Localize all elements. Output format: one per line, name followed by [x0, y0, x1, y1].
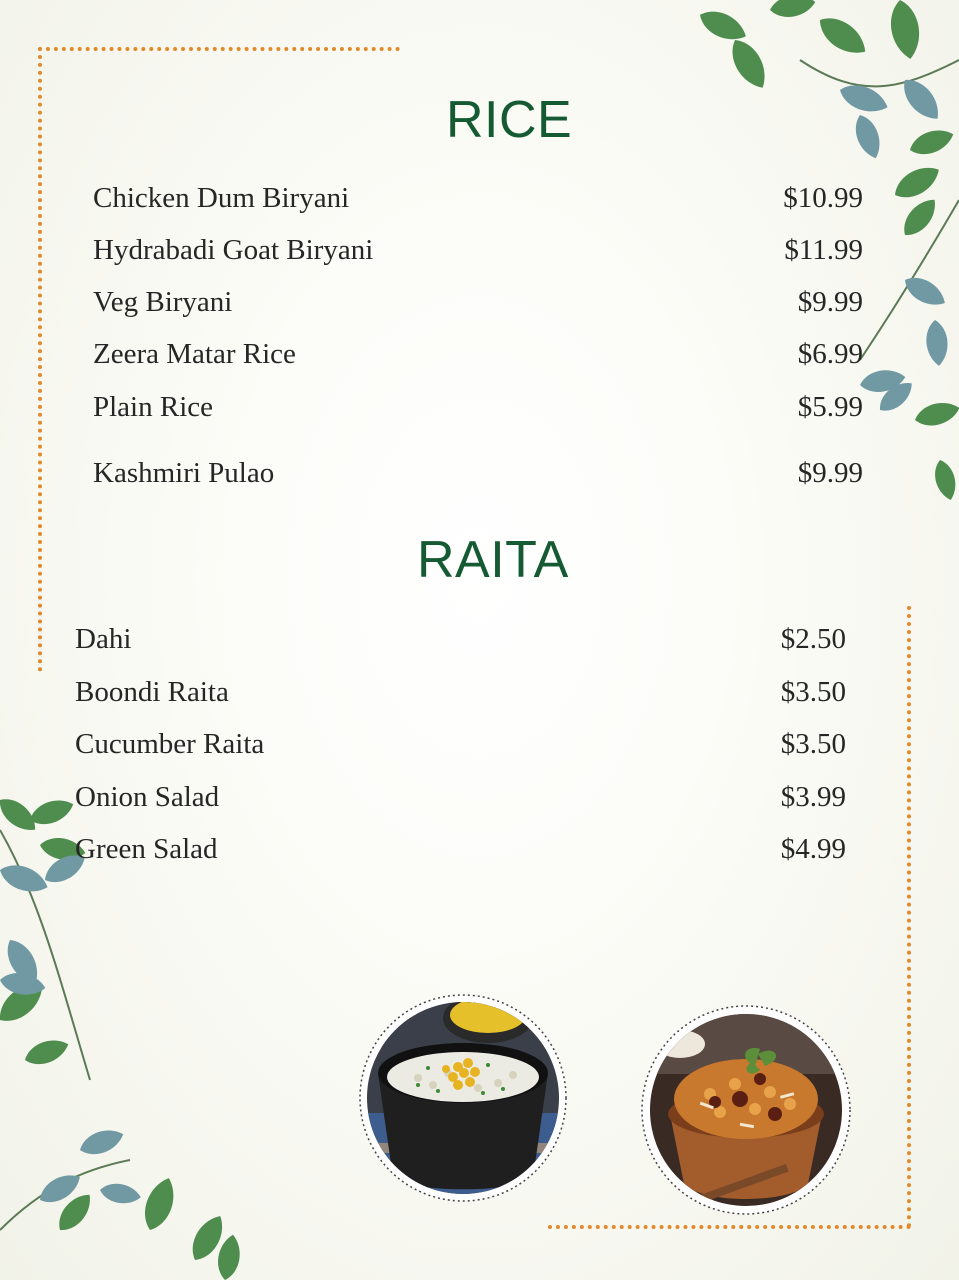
item-price: $6.99 [797, 338, 863, 370]
item-name: Veg Biryani [93, 286, 233, 318]
raita-section-title: RAITA [417, 531, 569, 589]
menu-item [75, 676, 846, 716]
menu-item [75, 623, 846, 663]
item-price: $2.50 [780, 623, 846, 655]
item-name: Onion Salad [75, 781, 220, 813]
menu-item [93, 338, 863, 378]
item-name: Plain Rice [93, 391, 214, 423]
item-price: $3.50 [780, 676, 846, 708]
menu-item [93, 182, 863, 222]
frame-top-border [38, 47, 400, 51]
raita-bowl-photo [358, 993, 568, 1203]
rice-section-title: RICE [446, 91, 573, 149]
item-price: $5.99 [797, 391, 863, 423]
item-price: $3.50 [780, 728, 846, 760]
biryani-bowl-photo [640, 1004, 852, 1216]
item-price: $9.99 [797, 286, 863, 318]
item-price: $11.99 [784, 234, 863, 266]
item-price: $10.99 [783, 182, 863, 214]
item-name: Cucumber Raita [75, 728, 265, 760]
item-name: Boondi Raita [75, 676, 229, 708]
item-price: $3.99 [780, 781, 846, 813]
item-name: Green Salad [75, 833, 218, 865]
item-name: Kashmiri Pulao [93, 457, 275, 489]
item-name: Zeera Matar Rice [93, 338, 296, 370]
item-name: Dahi [75, 623, 132, 655]
menu-item [93, 286, 863, 326]
frame-left-border [38, 47, 42, 672]
menu-item [75, 833, 846, 873]
frame-bottom-border [548, 1225, 911, 1229]
item-price: $9.99 [797, 457, 863, 489]
item-name: Chicken Dum Biryani [93, 182, 350, 214]
frame-right-border [907, 606, 911, 1228]
menu-item [93, 457, 863, 497]
item-price: $4.99 [780, 833, 846, 865]
menu-item [75, 781, 846, 821]
menu-item [93, 234, 863, 274]
menu-item [93, 391, 863, 431]
menu-item [75, 728, 846, 768]
item-name: Hydrabadi Goat Biryani [93, 234, 374, 266]
